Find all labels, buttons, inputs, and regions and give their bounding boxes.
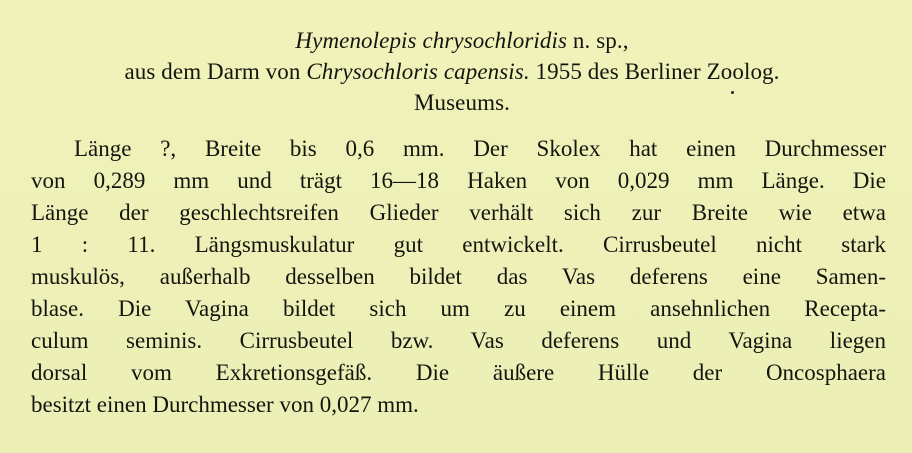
body-line: besitzt einen Durchmesser von 0,027 mm. [31,392,419,417]
host-line [0,57,908,87]
body-line: culum seminis. Cirrusbeutel bzw. Vas deferens und Vagina liegen [31,328,886,353]
species-title [6,26,912,56]
museum-line: Museums. [413,90,510,115]
host-suffix: 1955 des Berliner Zoolog. [529,59,780,84]
body-line: von 0,289 mm und trägt 16—18 Haken von 0,029 mm Länge. Die [31,168,886,193]
body-line: blase. Die Vagina bildet sich um zu einem ansehnlichen Recepta- [31,296,886,321]
ink-speck [731,91,734,94]
species-name: Hymenolepis chrysochloridis [295,28,568,53]
body-line: dorsal vom Exkretionsgefäß. Die äußere Hülle der Oncosphaera [31,360,886,385]
body-line: Länge ?, Breite bis 0,6 mm. Der Skolex hat einen Durchmesser [74,136,886,161]
body-line: 1 : 11. Längsmuskulatur gut entwickelt. Cirrusbeutel nicht stark [31,232,886,257]
body-line: muskulös, außerhalb desselben bildet das Vas deferens eine Samen- [31,264,886,289]
host-name: Chrysochloris capensis. [306,59,530,84]
body-line: Länge der geschlechtsreifen Glieder verhält sich zur Breite wie etwa [31,200,886,225]
species-suffix: n. sp., [567,28,629,53]
host-prefix: aus dem Darm von [124,59,307,84]
